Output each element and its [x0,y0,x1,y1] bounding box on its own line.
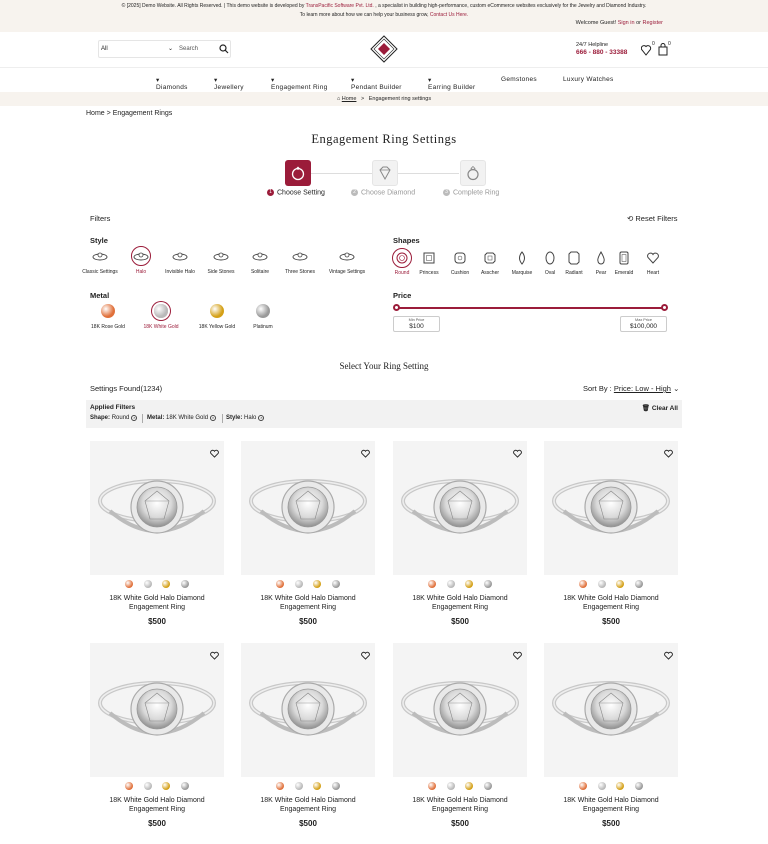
close-icon: × [133,415,136,420]
helpline [576,42,627,56]
product-name[interactable]: 18K White Gold Halo Diamond Engagement Ring [412,595,508,611]
metal-option-18k-white-gold[interactable] [141,304,181,330]
metal-option-label: 18K Rose Gold [91,324,125,330]
heart-icon[interactable] [513,647,522,665]
shape-option-princess[interactable] [416,249,442,276]
style-option-label: Classic Settings [82,269,118,275]
metal-swatch-yellow[interactable] [313,580,321,588]
metal-swatch-platinum[interactable] [332,782,340,790]
product-card[interactable] [90,441,224,629]
product-name[interactable]: 18K White Gold Halo Diamond Engagement Ring [412,797,508,813]
ring-style-icon [327,247,367,265]
style-option-label: Solitaire [250,269,270,275]
metal-option-18k-rose-gold[interactable] [88,304,128,330]
shape-option-label: Radiant [565,270,583,276]
trash-icon: 🗑 [641,405,651,412]
metal-swatch-white[interactable] [295,782,303,790]
metal-swatch [256,304,270,318]
shape-option-label: Heart [646,270,660,276]
shape-option-radiant[interactable] [561,249,587,276]
search-input[interactable]: Search [179,46,199,52]
product-card[interactable] [241,441,375,629]
close-icon: × [260,415,263,420]
ring-style-icon [80,247,120,265]
shape-option-label: Cushion [450,270,470,276]
style-option-label: Three Stones [284,269,316,275]
breadcrumb-current: Engagement ring settings [368,96,432,102]
min-price-label: Min Price [408,318,425,322]
metal-swatch-platinum[interactable] [635,782,643,790]
product-price: $500 [451,617,469,626]
metal-swatch-yellow[interactable] [313,782,321,790]
metal-swatch-yellow[interactable] [465,782,473,790]
home-icon[interactable]: ⌂ [336,96,341,102]
metal-swatch-white[interactable] [598,782,606,790]
metal-swatch-rose[interactable] [428,580,436,588]
nav-item-gemstones[interactable]: Gemstones [501,76,537,83]
chevron-down-icon[interactable]: ⌄ [673,384,680,393]
shape-option-asscher[interactable] [477,249,503,276]
style-option-label: Invisible Halo [165,269,195,275]
product-image[interactable] [544,643,678,777]
product-card[interactable] [241,643,375,831]
product-price: $500 [148,617,166,626]
product-image[interactable] [241,643,375,777]
metal-option-18k-yellow-gold[interactable] [196,304,238,330]
product-price: $500 [299,617,317,626]
diamond-icon[interactable] [372,160,398,186]
metal-swatch-platinum[interactable] [635,580,643,588]
product-image[interactable] [90,441,224,575]
welcome-text: Welcome Guest! [575,20,617,26]
asscher-shape-icon [477,249,503,267]
chevron-down-icon: ▾ [156,77,160,84]
shape-option-label: Pear [595,270,607,276]
announcement-text-2: , a specialist in building high-performance, custom eCommerce websites exclusively for the Jewelry and Diamond Industry. [373,3,647,9]
heart-shape-icon [640,249,666,267]
section-title: Select Your Ring Setting [339,361,429,371]
ring-icon[interactable] [460,160,486,186]
shape-option-heart[interactable] [640,249,666,276]
min-price-field[interactable] [393,316,440,332]
max-price-field[interactable] [620,316,667,332]
register-link[interactable]: Register [642,20,663,26]
page-title: Engagement Ring Settings [311,132,457,146]
style-option-label: Halo [135,269,147,275]
round-shape-icon [389,249,415,267]
chevron-down-icon: ▾ [428,77,432,84]
metal-option-label: Platinum [253,324,273,330]
breadcrumb-home[interactable]: Home [341,96,357,102]
chevron-down-icon: ▾ [351,77,355,84]
metal-swatches [125,580,189,588]
product-price: $500 [451,819,469,828]
heart-icon[interactable] [210,445,219,463]
metal-swatch-platinum[interactable] [332,580,340,588]
metal-label: Metal [90,291,110,300]
results-count: Settings Found(1234) [90,384,163,393]
chevron-down-icon[interactable]: ⌄ [168,46,174,52]
style-option-classic-settings[interactable] [80,247,120,275]
metal-swatch-white[interactable] [447,782,455,790]
announcement-text-3: To learn more about how we can help your business grow, [299,12,430,18]
metal-swatch-yellow[interactable] [162,782,170,790]
price-min-handle[interactable] [393,304,400,311]
metal-swatches [428,580,492,588]
nav-item-engagement-ring[interactable]: Engagement Ring ▾ [271,77,328,91]
metal-swatch [154,304,168,318]
min-price-value[interactable]: $100 [409,323,424,330]
metal-option-platinum[interactable] [243,304,283,330]
oval-shape-icon [537,249,563,267]
filter-chip-metal[interactable]: Metal: 18K White Gold × [147,415,215,421]
product-card[interactable] [90,643,224,831]
breadcrumb-separator: > [360,96,365,102]
product-image[interactable] [241,441,375,575]
nav-item-diamonds[interactable]: Diamonds ▾ [156,77,188,91]
shape-option-label: Round [394,270,410,276]
shape-option-label: Princess [419,270,439,276]
product-name[interactable]: 18K White Gold Halo Diamond Engagement Ring [260,595,356,611]
product-card[interactable] [393,643,527,831]
product-card[interactable] [393,441,527,629]
developer-link[interactable]: TransPacific Software Pvt. Ltd. [305,3,374,9]
announcement-line-2 [0,11,768,20]
shape-option-label: Oval [544,270,556,276]
metal-swatch-rose[interactable] [276,782,284,790]
page-breadcrumb-home[interactable]: Home [86,110,105,117]
style-option-side-stones[interactable] [201,247,241,275]
sort-control[interactable] [583,384,679,393]
divider [222,414,223,423]
ring-style-icon [160,247,200,265]
product-card[interactable] [544,643,678,831]
or-text: or [636,20,641,26]
style-option-label: Vintage Settings [328,269,366,275]
metal-swatch-rose[interactable] [428,782,436,790]
price-max-handle[interactable] [661,304,668,311]
account-links [576,20,663,26]
step-choose-diamond[interactable]: 2 Choose Diamond [351,189,415,196]
metal-swatch-white[interactable] [144,580,152,588]
metal-swatch-yellow[interactable] [465,580,473,588]
shape-option-marquise[interactable] [509,249,535,276]
helpline-label: 24/7 Helpline [576,42,609,48]
shapes-label: Shapes [393,236,420,245]
wishlist-count: 0 [652,41,655,47]
step-connector [398,173,459,174]
filter-chip-style[interactable]: Style: Halo × [226,415,263,421]
close-icon: × [211,415,215,420]
style-option-solitaire[interactable] [240,247,280,275]
style-label: Style [90,236,108,245]
sort-select[interactable]: Price: Low - High [613,384,671,393]
heart-icon[interactable] [361,445,370,463]
product-image[interactable] [90,643,224,777]
step-choose-setting[interactable]: 1 Choose Setting [267,189,325,196]
nav-item-jewellery[interactable]: Jewellery ▾ [214,77,244,91]
product-name[interactable]: 18K White Gold Halo Diamond Engagement Ring [109,595,205,611]
ring-style-icon [240,247,280,265]
ring-style-icon [280,247,320,265]
header-icons [641,43,681,62]
divider [142,414,143,423]
heart-icon[interactable] [664,647,673,665]
applied-filters [86,400,682,428]
metal-swatch-platinum[interactable] [484,782,492,790]
chevron-right-icon: > [106,110,113,117]
helpline-number[interactable]: 666 - 880 - 33388 [576,49,628,56]
page-breadcrumb-current: Engagement Rings [112,110,173,117]
site-logo[interactable] [370,35,398,63]
contact-link[interactable]: Contact Us Here. [429,12,469,18]
style-option-vintage-settings[interactable] [327,247,367,275]
max-price-value[interactable]: $100,000 [629,323,658,330]
shape-option-label: Asscher [480,270,500,276]
main-nav [0,68,768,92]
cushion-shape-icon [447,249,473,267]
ring-icon[interactable] [285,160,311,186]
metal-swatch-rose[interactable] [125,782,133,790]
heart-icon[interactable] [513,445,522,463]
style-option-invisible-halo[interactable] [160,247,200,275]
product-price: $500 [602,617,620,626]
search-bar [98,40,231,58]
chevron-down-icon: ▾ [271,77,275,84]
product-price: $500 [602,819,620,828]
style-option-three-stones[interactable] [280,247,320,275]
announcement-text: © [2025] Demo Website. All Rights Reserved. | This demo website is developed by [121,3,306,9]
metal-swatch-yellow[interactable] [162,580,170,588]
metal-swatch-rose[interactable] [579,782,587,790]
marquise-shape-icon [509,249,535,267]
price-slider-track[interactable] [396,307,664,309]
metal-swatch-white[interactable] [598,580,606,588]
product-name[interactable]: 18K White Gold Halo Diamond Engagement Ring [563,595,659,611]
metal-swatch-platinum[interactable] [181,782,189,790]
announcement-bar [0,0,768,32]
metal-swatch [101,304,115,318]
metal-option-label: 18K Yellow Gold [198,324,236,330]
site-header [0,32,768,68]
cart-count: 0 [668,41,671,47]
step-connector [311,173,372,174]
page-breadcrumb [86,110,172,117]
product-name[interactable]: 18K White Gold Halo Diamond Engagement Ring [260,797,356,813]
metal-swatch-platinum[interactable] [181,580,189,588]
breadcrumb [0,92,768,106]
product-price: $500 [299,819,317,828]
filter-chip-shape[interactable]: Shape: Round × [90,415,136,421]
metal-swatch [210,304,224,318]
shape-option-label: Emerald [614,270,634,276]
product-image[interactable] [393,441,527,575]
heart-icon[interactable] [664,445,673,463]
refresh-icon: ⟲ [627,214,634,223]
price-label: Price [393,291,412,300]
metal-swatch-rose[interactable] [579,580,587,588]
product-name[interactable]: 18K White Gold Halo Diamond Engagement Ring [563,797,659,813]
product-card[interactable] [544,441,678,629]
nav-item-earring-builder[interactable]: Earring Builder ▾ [428,77,476,91]
metal-swatches [276,782,340,790]
ring-style-icon [201,247,241,265]
shape-option-cushion[interactable] [447,249,473,276]
nav-item-luxury-watches[interactable]: Luxury Watches [563,76,614,83]
search-category-select[interactable]: All [101,46,108,52]
chevron-down-icon: ▾ [214,77,218,84]
metal-swatch-yellow[interactable] [616,782,624,790]
product-name[interactable]: 18K White Gold Halo Diamond Engagement Ring [109,797,205,813]
shape-option-emerald[interactable] [611,249,637,276]
metal-option-label: 18K White Gold [143,324,179,330]
shape-option-label: Marquise [511,270,533,276]
metal-swatch-white[interactable] [144,782,152,790]
search-icon[interactable] [219,44,229,56]
metal-swatch-rose[interactable] [125,580,133,588]
metal-swatches [579,782,643,790]
metal-swatch-yellow[interactable] [616,580,624,588]
reset-filters-button[interactable]: ⟲ Reset Filters [627,214,678,223]
princess-shape-icon [416,249,442,267]
metal-swatches [125,782,189,790]
emerald-shape-icon [611,249,637,267]
metal-swatch-white[interactable] [447,580,455,588]
heart-icon[interactable] [361,647,370,665]
style-option-label: Side Stones [207,269,235,275]
product-image[interactable] [544,441,678,575]
applied-filters-title: Applied Filters [90,404,136,411]
metal-swatches [276,580,340,588]
clear-all-button[interactable]: 🗑 Clear All [641,405,678,412]
metal-swatches [428,782,492,790]
shape-option-round[interactable] [389,249,415,276]
heart-icon[interactable] [210,647,219,665]
style-option-halo[interactable] [121,247,161,275]
step-complete-ring[interactable]: 3 Complete Ring [443,189,499,196]
max-price-label: Max Price [635,318,652,322]
shape-option-oval[interactable] [537,249,563,276]
heart-icon[interactable] [641,43,681,57]
filters-title: Filters [90,214,111,223]
sort-label: Sort By : [583,384,612,393]
nav-item-pendant-builder[interactable]: Pendant Builder ▾ [351,77,402,91]
metal-swatch-rose[interactable] [276,580,284,588]
metal-swatches [579,580,643,588]
metal-swatch-platinum[interactable] [484,580,492,588]
signin-link[interactable]: Sign in [617,20,635,26]
radiant-shape-icon [561,249,587,267]
announcement-line-1 [0,2,768,11]
product-image[interactable] [393,643,527,777]
metal-swatch-white[interactable] [295,580,303,588]
ring-style-icon [121,247,161,265]
product-price: $500 [148,819,166,828]
